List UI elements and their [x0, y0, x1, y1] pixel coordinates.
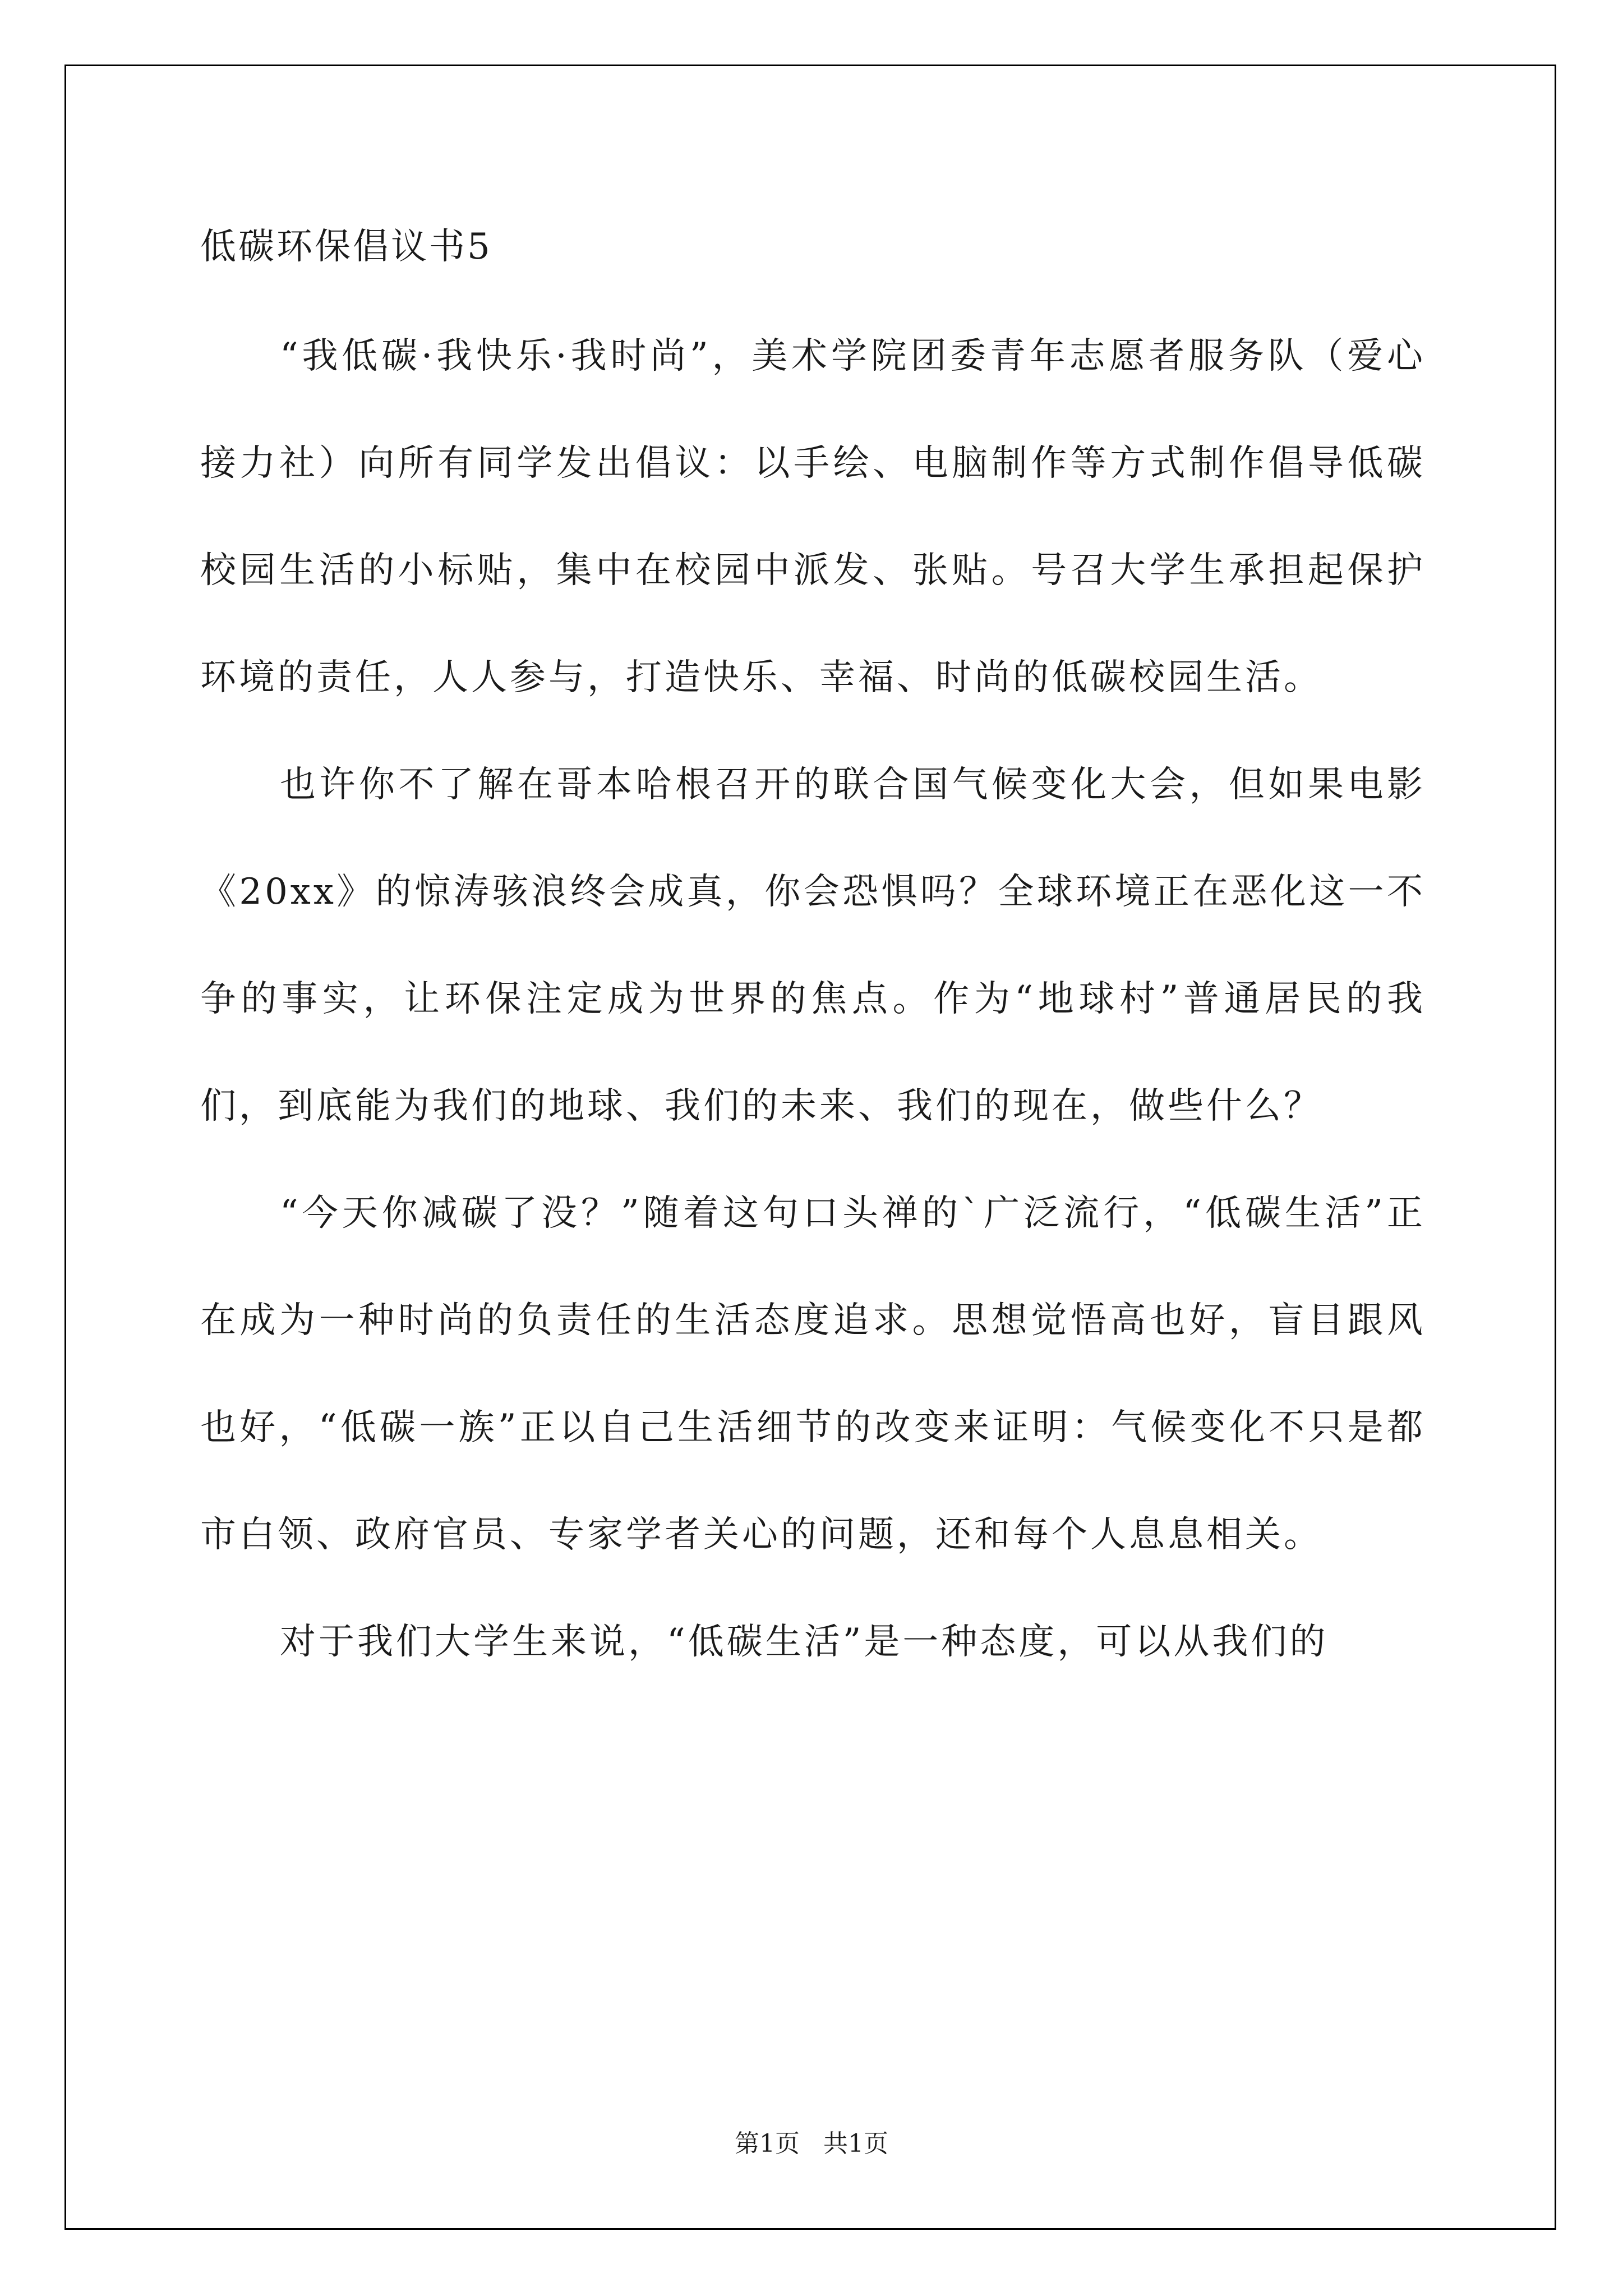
paragraph-4: 对于我们大学生来说，“低碳生活”是一种态度，可以从我们的: [280, 1621, 1329, 1663]
paragraph-3: “今天你减碳了没？”随着这句口头禅的`广泛流行，“低碳生活”正在成为一种时尚的负责任的生活态度追求。思想觉悟高也好，盲目跟风也好，“低碳一族”正以自己生活细节的改变来证明：气候变化不只是都市白领、政府官员、专家学者关心的问题，还和每个人息息相关。: [200, 1193, 1426, 1556]
page-number-current: 第1页: [735, 2129, 800, 2158]
document-body: [200, 219, 1426, 1696]
page-number-total: 共1页: [823, 2129, 888, 2158]
document-title: 低碳环保倡议书5: [200, 226, 492, 268]
paragraph-1: “我低碳·我快乐·我时尚”，美术学院团委青年志愿者服务队（爱心接力社）向所有同学发出倡议：以手绘、电脑制作等方式制作倡导低碳校园生活的小标贴，集中在校园中派发、张贴。号召大学生承担起保护环境的责任，人人参与，打造快乐、幸福、时尚的低碳校园生活。: [200, 335, 1426, 698]
page-footer: [0, 2127, 1623, 2161]
paragraph-2: 也许你不了解在哥本哈根召开的联合国气候变化大会，但如果电影《20xx》的惊涛骇浪终会成真，你会恐惧吗？全球环境正在恶化这一不争的事实，让环保注定成为世界的焦点。作为“地球村”普通居民的我们，到底能为我们的地球、我们的未来、我们的现在，做些什么？: [200, 764, 1426, 1127]
